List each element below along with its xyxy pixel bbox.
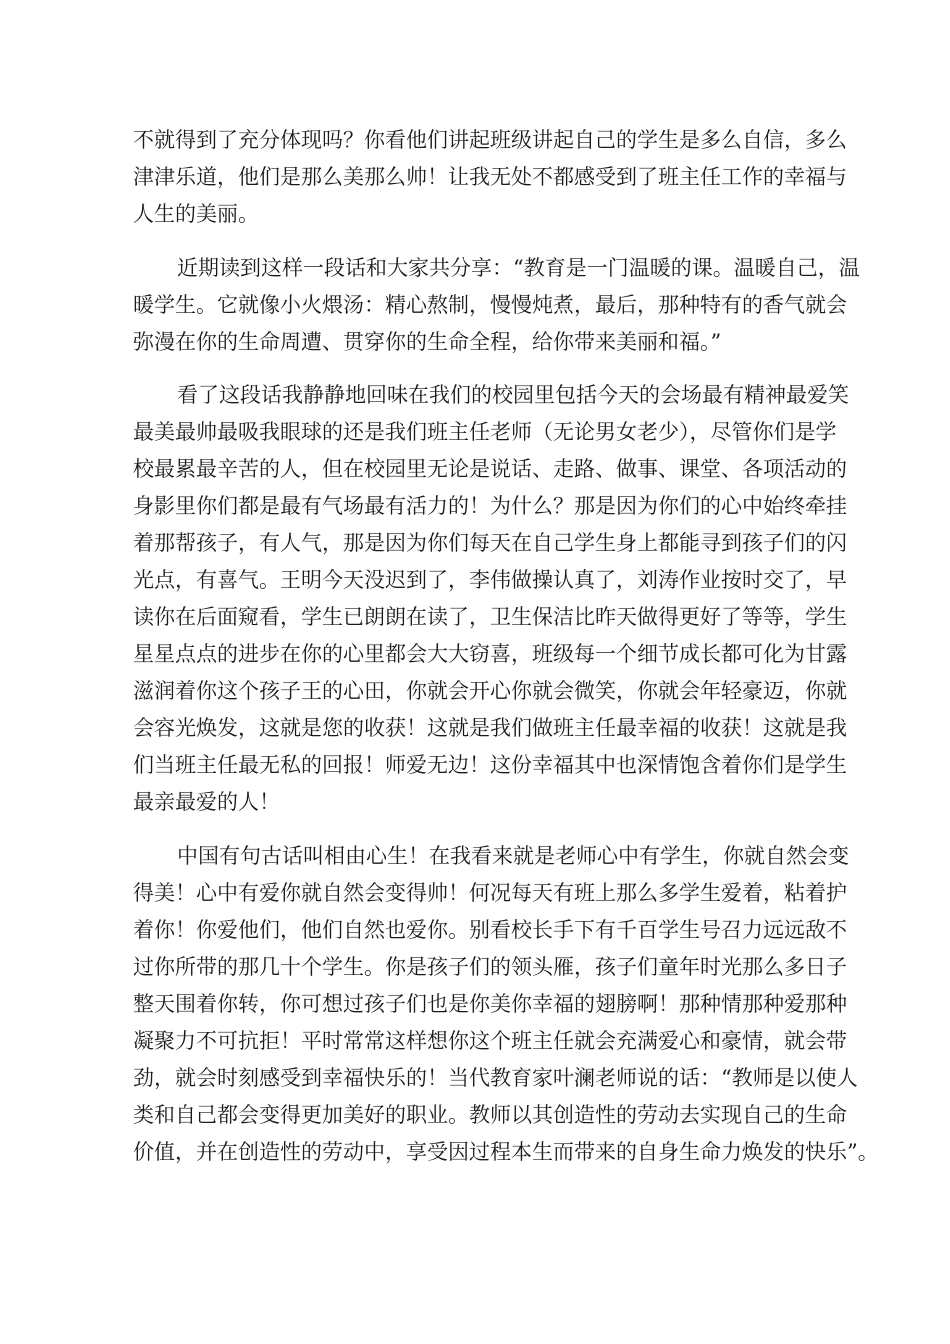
text-line: 类和自己都会变得更加美好的职业。教师以其创造性的劳动去实现自己的生命 — [133, 1103, 847, 1127]
text-line: 价值，并在创造性的劳动中，享受因过程本生而带来的自身生命力焕发的快乐”。 — [133, 1140, 879, 1164]
text-line: 津津乐道，他们是那么美那么帅！让我无处不都感受到了班主任工作的幸福与 — [133, 165, 847, 189]
text-line: 着那帮孩子，有人气，那是因为你们每天在自己学生身上都能寻到孩子们的闪 — [133, 531, 847, 555]
text-line: 看了这段话我静静地回味在我们的校园里包括今天的会场最有精神最爱笑 — [177, 383, 849, 407]
text-line: 不就得到了充分体现吗？你看他们讲起班级讲起自己的学生是多么自信，多么 — [133, 128, 847, 152]
text-line: 得美！心中有爱你就自然会变得帅！何况每天有班上那么多学生爱着，粘着护 — [133, 881, 847, 905]
text-line: 最亲最爱的人！ — [133, 790, 280, 814]
text-line: 近期读到这样一段话和大家共分享：“教育是一门温暖的课。温暖自己，温 — [177, 256, 860, 280]
text-line: 人生的美丽。 — [133, 202, 259, 226]
text-line: 劲，就会时刻感受到幸福快乐的！当代教育家叶澜老师说的话：“教师是以使人 — [133, 1066, 858, 1090]
text-line: 最美最帅最吸我眼球的还是我们班主任老师（无论男女老少），尽管你们是学 — [133, 420, 837, 444]
text-line: 过你所带的那几十个学生。你是孩子们的领头雁，孩子们童年时光那么多日子 — [133, 955, 847, 979]
text-line: 身影里你们都是最有气场最有活力的！为什么？那是因为你们的心中始终牵挂 — [133, 494, 847, 518]
text-line: 凝聚力不可抗拒！平时常常这样想你这个班主任就会充满爱心和豪情，就会带 — [133, 1029, 847, 1053]
text-line: 星星点点的进步在你的心里都会大大窃喜，班级每一个细节成长都可化为甘露 — [133, 642, 847, 666]
text-line: 光点，有喜气。王明今天没迟到了，李伟做操认真了，刘涛作业按时交了，早 — [133, 568, 847, 592]
text-line: 读你在后面窥看，学生已朗朗在读了，卫生保洁比昨天做得更好了等等，学生 — [133, 605, 847, 629]
text-line: 弥漫在你的生命周遭、贯穿你的生命全程，给你带来美丽和福。” — [133, 330, 722, 354]
text-line: 校最累最辛苦的人，但在校园里无论是说话、走路、做事、课堂、各项活动的 — [133, 457, 847, 481]
text-line: 中国有句古话叫相由心生！在我看来就是老师心中有学生，你就自然会变 — [177, 844, 849, 868]
text-line: 滋润着你这个孩子王的心田，你就会开心你就会微笑，你就会年轻豪迈，你就 — [133, 679, 847, 703]
text-line: 着你！你爱他们，他们自然也爱你。别看校长手下有千百学生号召力远远敌不 — [133, 918, 847, 942]
text-line: 暖学生。它就像小火煨汤：精心熬制，慢慢炖煮，最后，那种特有的香气就会 — [133, 293, 847, 317]
text-line: 整天围着你转，你可想过孩子们也是你美你幸福的翅膀啊！那种情那种爱那种 — [133, 992, 847, 1016]
text-line: 会容光焕发，这就是您的收获！这就是我们做班主任最幸福的收获！这就是我 — [133, 716, 847, 740]
text-line: 们当班主任最无私的回报！师爱无边！这份幸福其中也深情饱含着你们是学生 — [133, 753, 847, 777]
